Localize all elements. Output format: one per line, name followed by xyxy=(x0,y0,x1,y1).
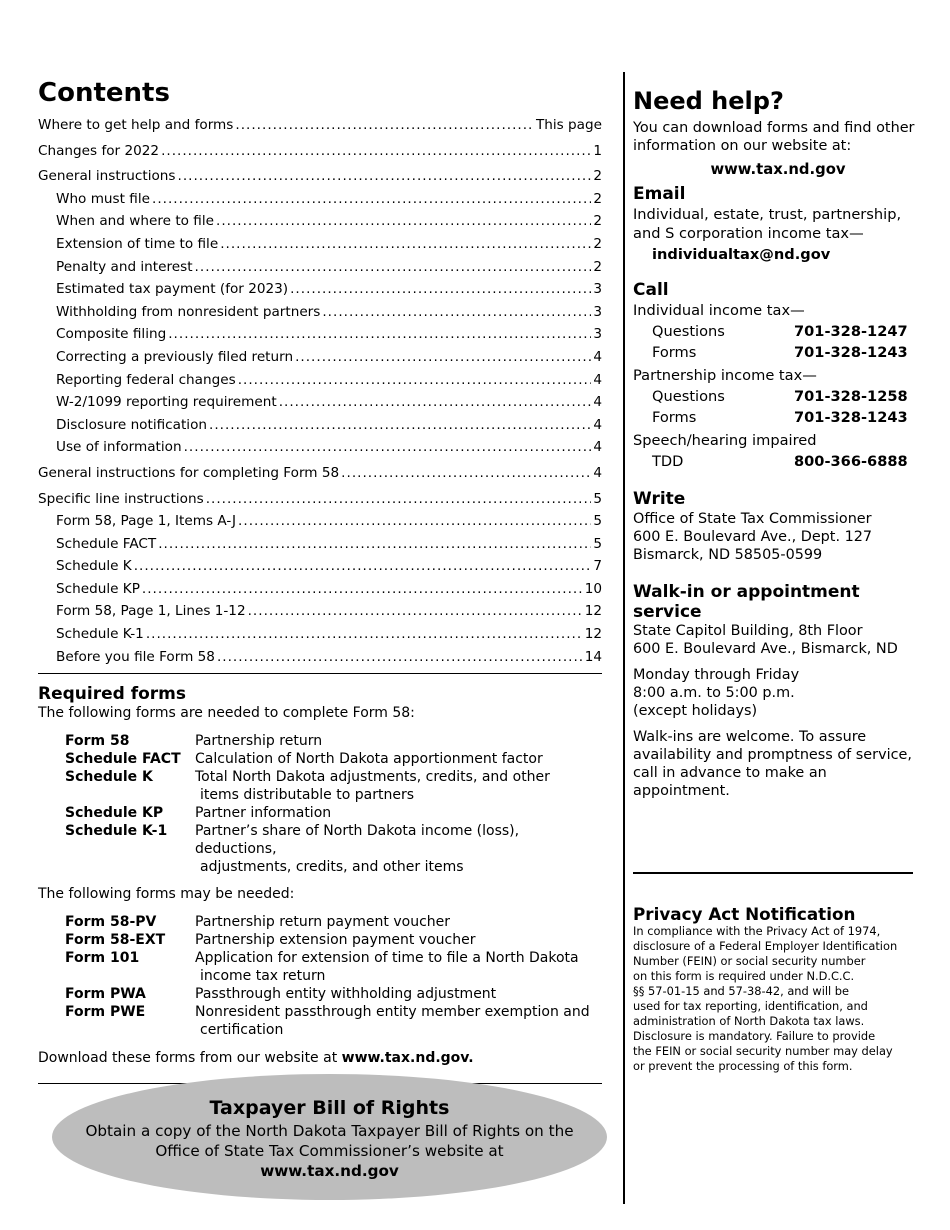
toc-item-page: 5 xyxy=(593,490,602,507)
left-column xyxy=(38,78,602,1084)
bill-of-rights-url[interactable]: www.tax.nd.gov xyxy=(260,1162,399,1180)
form-description-text: Partnership return xyxy=(195,733,323,750)
partnership-tax-label: Partnership income tax— xyxy=(633,367,817,384)
right-column xyxy=(633,86,923,1074)
toc-item-page: This page xyxy=(535,117,602,133)
partnership-phone-list xyxy=(633,386,923,428)
phone-row xyxy=(633,321,923,342)
phone-label: Questions xyxy=(652,388,725,405)
hours-line: Monday through Friday xyxy=(633,667,800,683)
toc-item-label: Who must file xyxy=(56,190,150,207)
toc-item-page: 3 xyxy=(593,303,602,320)
privacy-line: on this form is required under N.D.C.C. xyxy=(633,969,855,983)
toc-leader-dots xyxy=(295,346,591,369)
toc-item-page: 4 xyxy=(593,416,602,433)
toc-item xyxy=(38,623,602,646)
hours-line: 8:00 a.m. to 5:00 p.m. xyxy=(633,685,795,701)
toc-item-page: 5 xyxy=(593,535,602,552)
form-name: Form 58-EXT xyxy=(65,932,166,949)
phone-label: Forms xyxy=(652,344,697,361)
toc-item-page: 3 xyxy=(593,281,602,298)
form-name: Schedule K-1 xyxy=(65,823,168,840)
toc-item-page: 5 xyxy=(593,513,602,530)
toc-leader-dots xyxy=(168,323,591,346)
website-url[interactable]: www.tax.nd.gov xyxy=(710,161,846,178)
toc-item-label: Penalty and interest xyxy=(56,258,193,275)
form-description-continued: income tax return xyxy=(200,968,326,985)
phone-label: Questions xyxy=(652,323,725,340)
required-forms-intro: The following forms are needed to complete Form 58: xyxy=(38,705,415,722)
toc-item-page: 4 xyxy=(593,348,602,365)
toc-item xyxy=(38,233,602,256)
address-line: Office of State Tax Commissioner xyxy=(633,511,872,527)
privacy-text xyxy=(633,924,923,1074)
toc-item xyxy=(38,278,602,301)
toc-item-page: 2 xyxy=(593,258,602,275)
form-name: Form 58 xyxy=(65,733,130,750)
download-text: Download these forms from our website at xyxy=(38,1050,342,1067)
form-description-text: Application for extension of time to file a North Dakota xyxy=(195,950,579,967)
toc-item-label: Use of information xyxy=(56,439,182,456)
form-row xyxy=(65,1003,602,1039)
toc-leader-dots xyxy=(290,278,591,301)
toc-leader-dots xyxy=(322,301,591,324)
phone-row xyxy=(633,342,923,363)
form-description-text: Passthrough entity withholding adjustment xyxy=(195,986,497,1003)
toc-item xyxy=(38,301,602,324)
help-title: Need help? xyxy=(633,87,784,115)
toc-item-label: General instructions xyxy=(38,168,176,185)
form-description xyxy=(195,913,602,931)
tdd-phone-row xyxy=(633,451,923,472)
column-divider xyxy=(623,72,625,1204)
toc-leader-dots xyxy=(209,414,591,437)
form-row xyxy=(65,804,602,822)
toc-item xyxy=(38,188,602,211)
toc-item xyxy=(38,436,602,459)
toc-leader-dots xyxy=(195,256,592,279)
toc-item-page: 2 xyxy=(593,213,602,230)
toc-item-label: Reporting federal changes xyxy=(56,371,236,388)
toc-item xyxy=(38,256,602,279)
help-intro: You can download forms and find other information on our website at: xyxy=(633,120,915,154)
toc-item-page: 12 xyxy=(584,626,602,643)
toc-item-page: 2 xyxy=(593,168,602,185)
form-description-text: Nonresident passthrough entity member exemption and xyxy=(195,1004,590,1021)
toc-item-label: Before you file Form 58 xyxy=(56,648,215,665)
privacy-line: In compliance with the Privacy Act of 1974, xyxy=(633,924,881,938)
office-hours xyxy=(633,666,923,720)
form-description xyxy=(195,768,602,804)
toc-leader-dots xyxy=(238,369,592,392)
form-description xyxy=(195,985,602,1003)
form-row xyxy=(65,913,602,931)
form-description-text: Partner information xyxy=(195,805,332,822)
form-name: Form 101 xyxy=(65,950,140,967)
toc-item-label: Extension of time to file xyxy=(56,235,219,252)
toc-item-page: 2 xyxy=(593,190,602,207)
privacy-divider xyxy=(633,872,913,874)
toc-item xyxy=(38,510,602,533)
optional-forms-intro: The following forms may be needed: xyxy=(38,886,295,903)
bill-of-rights-text: Obtain a copy of the North Dakota Taxpayer Bill of Rights on the Office of State Tax Commissioner’s website at xyxy=(85,1122,574,1160)
toc-leader-dots xyxy=(158,533,591,556)
toc-item-label: Schedule KP xyxy=(56,580,140,597)
toc-leader-dots xyxy=(279,391,592,414)
toc-leader-dots xyxy=(235,114,534,137)
toc-item-label: Schedule FACT xyxy=(56,535,157,552)
form-description-continued: certification xyxy=(200,1022,284,1039)
toc-leader-dots xyxy=(217,646,583,669)
toc-leader-dots xyxy=(152,188,591,211)
form-name: Schedule FACT xyxy=(65,751,181,768)
toc-leader-dots xyxy=(220,233,591,256)
toc-item xyxy=(38,114,602,137)
email-description: Individual, estate, trust, partnership, and S corporation income tax— xyxy=(633,206,902,242)
form-name: Form PWE xyxy=(65,1004,146,1021)
form-name: Schedule KP xyxy=(65,805,164,822)
email-heading: Email xyxy=(633,184,686,204)
privacy-line: Number (FEIN) or social security number xyxy=(633,954,866,968)
toc-item xyxy=(38,578,602,601)
toc-item-page: 4 xyxy=(593,439,602,456)
form-description xyxy=(195,949,602,985)
toc-item xyxy=(38,488,602,511)
form-row xyxy=(65,931,602,949)
toc-item-label: General instructions for completing Form 58 xyxy=(38,464,340,481)
toc-item-label: Correcting a previously filed return xyxy=(56,348,294,365)
toc-item xyxy=(38,323,602,346)
toc-item-page: 3 xyxy=(593,326,602,343)
form-name: Form 58-PV xyxy=(65,914,157,931)
toc-item-page: 7 xyxy=(593,558,602,575)
toc-item-page: 4 xyxy=(593,464,602,481)
individual-tax-label: Individual income tax— xyxy=(633,302,805,319)
address-line: 600 E. Boulevard Ave., Bismarck, ND xyxy=(633,641,898,657)
toc-leader-dots xyxy=(238,510,591,533)
toc-item-label: Schedule K-1 xyxy=(56,626,144,643)
form-row xyxy=(65,949,602,985)
toc-item xyxy=(38,391,602,414)
toc-item xyxy=(38,414,602,437)
form-row xyxy=(65,768,602,804)
optional-forms-list xyxy=(65,913,602,1039)
toc-item xyxy=(38,646,602,669)
bill-of-rights-title: Taxpayer Bill of Rights xyxy=(209,1097,450,1119)
toc-item-label: Disclosure notification xyxy=(56,416,208,433)
bill-of-rights-oval xyxy=(52,1074,607,1200)
phone-number[interactable]: 701-328-1258 xyxy=(794,388,908,405)
toc-item-page: 14 xyxy=(584,648,602,665)
toc-item-label: Schedule K xyxy=(56,558,132,575)
phone-row xyxy=(633,407,923,428)
phone-number[interactable]: 701-328-1247 xyxy=(794,323,908,340)
toc-item xyxy=(38,600,602,623)
tdd-label: TDD xyxy=(652,453,684,470)
form-description-text: Total North Dakota adjustments, credits, and other xyxy=(195,769,550,786)
toc-item-label: Form 58, Page 1, Items A-J xyxy=(56,513,237,530)
toc-item-label: Estimated tax payment (for 2023) xyxy=(56,281,289,298)
download-note xyxy=(38,1049,602,1067)
toc-item-page: 4 xyxy=(593,394,602,411)
form-description-text: Partnership extension payment voucher xyxy=(195,932,476,949)
email-address[interactable]: individualtax@nd.gov xyxy=(652,246,831,263)
toc-leader-dots xyxy=(142,578,583,601)
write-heading: Write xyxy=(633,489,686,509)
tdd-number[interactable]: 800-366-6888 xyxy=(794,453,908,470)
toc-item-page: 12 xyxy=(584,603,602,620)
address-line: 600 E. Boulevard Ave., Dept. 127 xyxy=(633,529,873,545)
privacy-line: disclosure of a Federal Employer Identification xyxy=(633,939,898,953)
download-url[interactable]: www.tax.nd.gov. xyxy=(341,1050,474,1067)
speech-impaired-label: Speech/hearing impaired xyxy=(633,432,817,449)
form-description-text: Calculation of North Dakota apportionment factor xyxy=(195,751,543,768)
toc-leader-dots xyxy=(146,623,583,646)
toc-item-label: Specific line instructions xyxy=(38,490,204,507)
divider xyxy=(38,673,602,674)
form-description-continued: items distributable to partners xyxy=(200,787,414,804)
privacy-line: §§ 57-01-15 and 57-38-42, and will be xyxy=(633,984,850,998)
toc-leader-dots xyxy=(161,140,591,163)
toc-leader-dots xyxy=(178,165,592,188)
required-forms-title: Required forms xyxy=(38,684,187,705)
form-row xyxy=(65,985,602,1003)
form-description xyxy=(195,732,602,750)
form-description xyxy=(195,1003,602,1039)
walkin-note: Walk-ins are welcome. To assure availability and promptness of service, call in advance to make an appointment. xyxy=(633,729,912,799)
form-name: Schedule K xyxy=(65,769,153,786)
phone-number[interactable]: 701-328-1243 xyxy=(794,344,908,361)
toc-item-page: 4 xyxy=(593,371,602,388)
walkin-heading: Walk-in or appointment service xyxy=(633,582,860,622)
phone-row xyxy=(633,386,923,407)
toc-item-label: Where to get help and forms xyxy=(38,117,234,133)
toc-item-page: 1 xyxy=(593,142,602,159)
toc-item xyxy=(38,165,602,188)
toc-item xyxy=(38,210,602,233)
toc-leader-dots xyxy=(248,600,583,623)
privacy-line: or prevent the processing of this form. xyxy=(633,1059,853,1073)
address-line: State Capitol Building, 8th Floor xyxy=(633,623,863,639)
contents-title: Contents xyxy=(38,78,170,108)
call-heading: Call xyxy=(633,280,669,300)
individual-phone-list xyxy=(633,321,923,363)
toc-item-label: Changes for 2022 xyxy=(38,142,160,159)
form-description-continued: adjustments, credits, and other items xyxy=(200,859,464,876)
privacy-title: Privacy Act Notification xyxy=(633,904,856,924)
toc-item xyxy=(38,369,602,392)
toc-leader-dots xyxy=(134,555,592,578)
toc-leader-dots xyxy=(206,488,592,511)
walkin-address xyxy=(633,622,923,658)
toc-leader-dots xyxy=(184,436,592,459)
form-description xyxy=(195,750,602,768)
toc-item xyxy=(38,555,602,578)
privacy-line: administration of North Dakota tax laws. xyxy=(633,1014,865,1028)
form-description xyxy=(195,931,602,949)
toc-item xyxy=(38,533,602,556)
toc-item xyxy=(38,140,602,163)
toc-item-label: Form 58, Page 1, Lines 1-12 xyxy=(56,603,246,620)
form-description-text: Partnership return payment voucher xyxy=(195,914,451,931)
required-forms-list xyxy=(65,732,602,876)
toc-item-page: 10 xyxy=(584,580,602,597)
toc-leader-dots xyxy=(341,462,591,485)
toc-item xyxy=(38,462,602,485)
address-line: Bismarck, ND 58505-0599 xyxy=(633,547,823,563)
toc-item-label: Composite filing xyxy=(56,326,167,343)
mailing-address xyxy=(633,510,923,564)
toc-leader-dots xyxy=(216,210,591,233)
phone-label: Forms xyxy=(652,409,697,426)
form-description xyxy=(195,804,602,822)
privacy-line: used for tax reporting, identification, and xyxy=(633,999,868,1013)
hours-line: (except holidays) xyxy=(633,703,758,719)
phone-number[interactable]: 701-328-1243 xyxy=(794,409,908,426)
table-of-contents xyxy=(38,114,602,668)
toc-item-label: Withholding from nonresident partners xyxy=(56,303,321,320)
toc-item-label: W-2/1099 reporting requirement xyxy=(56,394,277,411)
form-row xyxy=(65,750,602,768)
form-row xyxy=(65,732,602,750)
toc-item-page: 2 xyxy=(593,235,602,252)
toc-item xyxy=(38,346,602,369)
privacy-line: Disclosure is mandatory. Failure to provide xyxy=(633,1029,876,1043)
form-row xyxy=(65,822,602,876)
toc-item-label: When and where to file xyxy=(56,213,214,230)
form-description-text: Partner’s share of North Dakota income (loss), deductions, xyxy=(195,823,520,858)
privacy-line: the FEIN or social security number may delay xyxy=(633,1044,893,1058)
form-description xyxy=(195,822,602,876)
form-name: Form PWA xyxy=(65,986,146,1003)
